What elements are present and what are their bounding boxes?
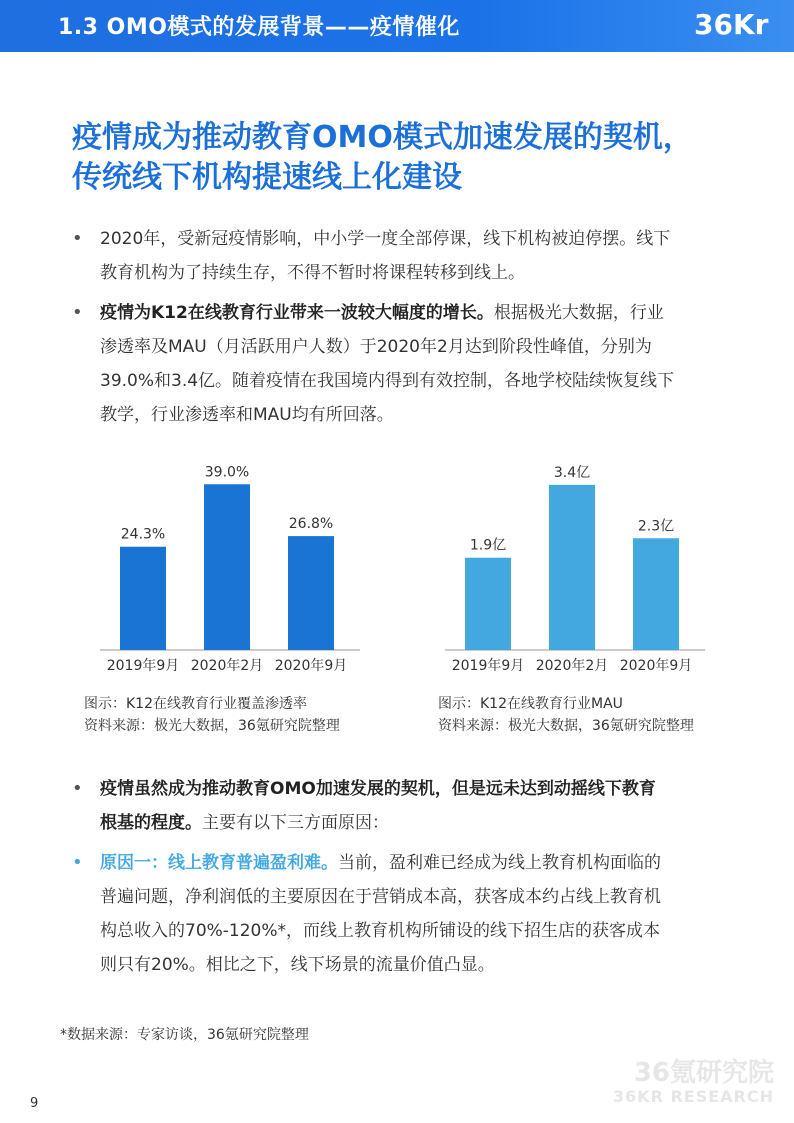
bar-2 [549,485,595,650]
text-line: 则只有20%。相比之下，线下场景的流量价值凸显。 [100,955,495,975]
heading-line-2: 传统线下机构提速线上化建设 [72,160,462,195]
chart-mau-svg [435,455,715,685]
bar-1 [465,558,511,650]
paragraph-offline-foundation [100,772,750,840]
data-label: 39.0% [204,464,250,481]
bold-line: 疫情虽然成为推动教育OMO加速发展的契机，但是远未达到动摇线下教育 [100,779,656,799]
text-line: 构总收入的70%-120%*，而线上教育机构所铺设的线下招生店的获客成本 [100,921,661,941]
bar-2 [204,484,250,650]
data-label: 24.3% [120,526,166,543]
text-rest: 根据极光大数据，行业 [493,303,664,323]
text-line: 39.0%和3.4亿。随着疫情在我国境内得到有效控制，各地学校陆续恢复线下 [100,371,675,391]
bold-lead: 疫情为K12在线教育行业带来一波较大幅度的增长。 [100,303,494,323]
chart-mau [435,455,715,685]
watermark-line-2: 36KR RESEARCH [612,1087,774,1106]
caption-source: 资料来源：极光大数据，36氪研究院整理 [438,718,694,734]
data-label: 3.4亿 [553,464,591,481]
caption-title: 图示：K12在线教育行业覆盖渗透率 [84,696,307,712]
footnote: *数据来源：专家访谈，36氪研究院整理 [60,1027,309,1043]
caption-penetration [84,693,340,737]
bullet-marker-blue: • [72,852,83,873]
watermark [613,1058,774,1106]
bullet-marker: • [72,228,83,249]
data-label: 2.3亿 [637,518,675,535]
page-heading [72,118,752,198]
x-tick-label: 2020年2月 [535,658,609,674]
text-line: 2020年，受新冠疫情影响，中小学一度全部停课，线下机构被迫停摆。线下 [100,229,671,249]
x-tick-label: 2019年9月 [106,658,180,674]
chart-penetration-svg [90,455,370,685]
data-label: 1.9亿 [469,537,507,554]
chart-penetration [90,455,370,685]
text-line: 渗透率及MAU（月活跃用户人数）于2020年2月达到阶段性峰值，分别为 [100,337,652,357]
reason-heading: 原因一：线上教育普遍盈利难。 [100,853,338,873]
watermark-line-1: 36氪研究院 [633,1058,774,1088]
section-title: 1.3 OMO模式的发展背景——疫情催化 [58,15,460,40]
paragraph-k12-growth [100,296,750,432]
x-tick-label: 2020年9月 [274,658,348,674]
bullet-marker: • [72,302,83,323]
heading-line-1: 疫情成为推动教育OMO模式加速发展的契机， [72,120,693,155]
caption-source: 资料来源：极光大数据，36氪研究院整理 [84,718,340,734]
36kr-logo-icon [684,0,794,52]
text-line [100,296,750,330]
caption-mau [438,693,694,737]
text-line [100,806,750,840]
bold-lead: 根基的程度。 [100,813,202,833]
caption-title: 图示：K12在线教育行业MAU [438,696,623,712]
paragraph-reason-one [100,846,750,982]
text-line: 普遍问题，净利润低的主要原因在于营销成本高，获客成本约占线上教育机 [100,887,661,907]
paragraph-covid-impact [100,222,750,290]
bar-3 [288,536,334,650]
text-rest: 当前，盈利难已经成为线上教育机构面临的 [338,853,661,873]
text-rest: 主要有以下三方面原因： [202,813,389,833]
bar-3 [633,538,679,650]
logo-text: 36Kr [694,8,769,41]
text-line: 教育机构为了持续生存，不得不暂时将课程转移到线上。 [100,263,525,283]
header-bar [0,0,794,52]
x-tick-label: 2020年9月 [619,658,693,674]
page-number: 9 [30,1096,39,1111]
bar-1 [120,547,166,650]
text-line [100,846,750,880]
x-tick-label: 2019年9月 [451,658,525,674]
x-tick-label: 2020年2月 [190,658,264,674]
data-label: 26.8% [288,516,334,533]
bullet-marker: • [72,778,83,799]
text-line: 教学，行业渗透率和MAU均有所回落。 [100,405,394,425]
